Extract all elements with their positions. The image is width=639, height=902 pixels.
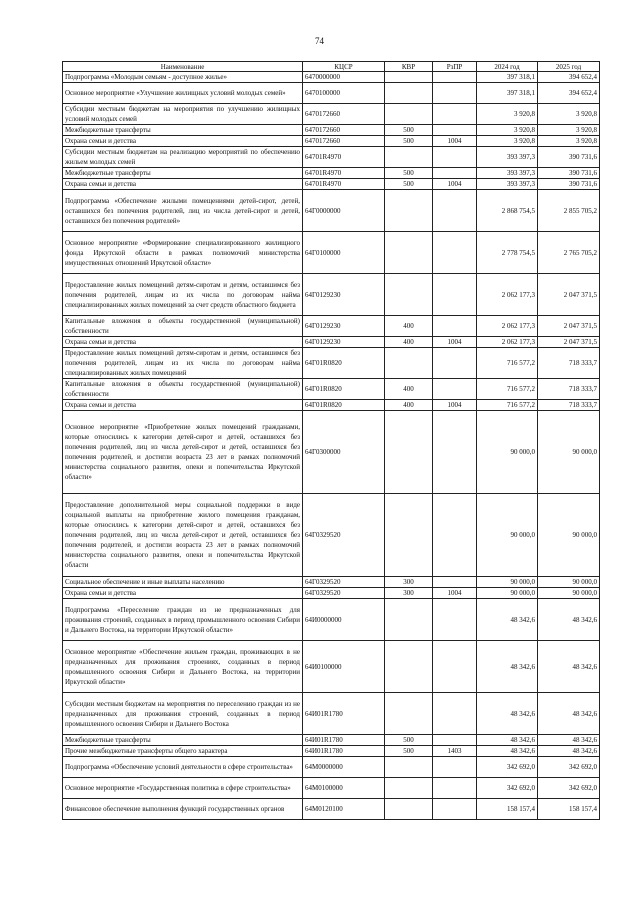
row-rzpr: [433, 778, 477, 799]
row-name: Субсидии местным бюджетам на мероприятия по переселению граждан из не предназначенных для проживания строений, созданных в период промышленного освоения Сибири и Дальнего Востока: [63, 693, 303, 735]
table-row: [63, 746, 600, 757]
row-rzpr: [433, 757, 477, 778]
header-row: [63, 62, 600, 72]
row-kvr: [385, 411, 433, 494]
table-row: [63, 400, 600, 411]
table-row: [63, 337, 600, 348]
row-value-2024: 90 000,0: [477, 411, 538, 494]
row-kcsr: 6470172660: [303, 136, 385, 147]
row-kvr: 400: [385, 400, 433, 411]
table-row: [63, 757, 600, 778]
row-value-2025: 48 342,6: [538, 641, 600, 693]
row-value-2025: 2 047 371,5: [538, 316, 600, 337]
row-kcsr: 64Г0129230: [303, 316, 385, 337]
row-rzpr: [433, 232, 477, 274]
row-value-2024: 393 397,3: [477, 179, 538, 190]
table-row: [63, 179, 600, 190]
header-rzpr: РзПР: [433, 62, 477, 72]
row-value-2024: 397 318,1: [477, 72, 538, 83]
row-kvr: [385, 274, 433, 316]
row-value-2024: 158 157,4: [477, 799, 538, 820]
table-row: [63, 799, 600, 820]
row-kcsr: 64Г0329520: [303, 588, 385, 599]
row-name: Субсидии местным бюджетам на мероприятия по улучшению жилищных условий молодых семей: [63, 104, 303, 125]
row-kcsr: 64М0000000: [303, 757, 385, 778]
header-2024: 2024 год: [477, 62, 538, 72]
table-row: [63, 72, 600, 83]
row-kvr: 400: [385, 337, 433, 348]
row-name: Социальное обеспечение и иные выплаты населению: [63, 577, 303, 588]
row-kvr: 500: [385, 735, 433, 746]
row-rzpr: [433, 125, 477, 136]
row-rzpr: [433, 316, 477, 337]
row-value-2025: 390 731,6: [538, 147, 600, 168]
row-kcsr: 64И01R1780: [303, 735, 385, 746]
table-row: [63, 348, 600, 379]
row-kvr: [385, 799, 433, 820]
table-row: [63, 125, 600, 136]
table-row: [63, 494, 600, 577]
row-kvr: 400: [385, 379, 433, 400]
row-rzpr: [433, 599, 477, 641]
row-rzpr: [433, 72, 477, 83]
row-kvr: 300: [385, 588, 433, 599]
row-value-2024: 48 342,6: [477, 746, 538, 757]
row-value-2024: 2 062 177,3: [477, 337, 538, 348]
row-rzpr: [433, 83, 477, 104]
table-row: [63, 232, 600, 274]
row-kvr: [385, 72, 433, 83]
row-kvr: [385, 232, 433, 274]
row-value-2025: 718 333,7: [538, 348, 600, 379]
header-kvr: КВР: [385, 62, 433, 72]
header-2025: 2025 год: [538, 62, 600, 72]
row-rzpr: [433, 147, 477, 168]
row-value-2024: 397 318,1: [477, 83, 538, 104]
row-rzpr: [433, 274, 477, 316]
table-row: [63, 104, 600, 125]
row-value-2025: 90 000,0: [538, 588, 600, 599]
table-row: [63, 147, 600, 168]
row-name: Охрана семьи и детства: [63, 179, 303, 190]
row-value-2025: 90 000,0: [538, 577, 600, 588]
row-name: Подпрограмма «Обеспечение жилыми помещениями детей-сирот, детей, оставшихся без попечения родителей, лиц из числа детей-сирот и детей, оставшихся без попечения родителей»: [63, 190, 303, 232]
row-value-2025: 390 731,6: [538, 168, 600, 179]
row-value-2025: 48 342,6: [538, 735, 600, 746]
row-value-2025: 90 000,0: [538, 494, 600, 577]
row-kvr: [385, 599, 433, 641]
row-name: Охрана семьи и детства: [63, 400, 303, 411]
table-row: [63, 693, 600, 735]
row-name: Предоставление жилых помещений детям-сиротам и детям, оставшимся без попечения родителей, лицам из их числа по договорам найма специализированных жилых помещений за счет средств областного бюджета: [63, 274, 303, 316]
row-value-2025: 2 047 371,5: [538, 274, 600, 316]
row-kcsr: 64Г0329520: [303, 494, 385, 577]
row-value-2024: 393 397,3: [477, 147, 538, 168]
row-kvr: [385, 494, 433, 577]
row-value-2024: 716 577,2: [477, 348, 538, 379]
table-row: [63, 316, 600, 337]
row-rzpr: [433, 641, 477, 693]
row-name: Субсидии местным бюджетам на реализацию мероприятий по обеспечению жильем молодых семей: [63, 147, 303, 168]
row-kvr: [385, 104, 433, 125]
row-name: Капитальные вложения в объекты государственной (муниципальной) собственности: [63, 316, 303, 337]
row-kvr: 500: [385, 168, 433, 179]
table-row: [63, 379, 600, 400]
budget-table: [62, 61, 600, 820]
row-rzpr: 1004: [433, 400, 477, 411]
row-kvr: [385, 147, 433, 168]
row-kcsr: 64Г0329520: [303, 577, 385, 588]
row-kcsr: 64М0120100: [303, 799, 385, 820]
row-kcsr: 64И01R1780: [303, 746, 385, 757]
row-value-2025: 342 692,0: [538, 778, 600, 799]
row-name: Основное мероприятие «Приобретение жилых помещений гражданами, которые относились к категории детей-сирот и детей, оставшихся без попечения родителей, лиц из числа детей-сирот и детей, оставшихся без попечения родителей, и достигли возраста 23 лет в рамках полномочий министерства социального развития, опеки и попечительства Иркутской области»: [63, 411, 303, 494]
row-value-2025: 394 652,4: [538, 72, 600, 83]
row-value-2025: 158 157,4: [538, 799, 600, 820]
row-name: Межбюджетные трансферты: [63, 735, 303, 746]
table-header: [63, 62, 600, 72]
row-name: Охрана семьи и детства: [63, 136, 303, 147]
row-name: Финансовое обеспечение выполнения функций государственных органов: [63, 799, 303, 820]
row-value-2025: 394 652,4: [538, 83, 600, 104]
row-kcsr: 6470172660: [303, 125, 385, 136]
row-value-2025: 2 765 705,2: [538, 232, 600, 274]
row-kcsr: 64М0100000: [303, 778, 385, 799]
row-value-2025: 48 342,6: [538, 693, 600, 735]
table-row: [63, 190, 600, 232]
row-rzpr: [433, 494, 477, 577]
row-value-2025: 390 731,6: [538, 179, 600, 190]
row-value-2024: 2 062 177,3: [477, 316, 538, 337]
row-kvr: 500: [385, 125, 433, 136]
row-kcsr: 6470100000: [303, 83, 385, 104]
row-kvr: [385, 778, 433, 799]
row-kcsr: 64Г0129230: [303, 337, 385, 348]
row-rzpr: 1403: [433, 746, 477, 757]
row-value-2024: 3 920,8: [477, 125, 538, 136]
row-kcsr: 64Г01R0820: [303, 348, 385, 379]
row-value-2024: 90 000,0: [477, 494, 538, 577]
row-kcsr: 64Г0129230: [303, 274, 385, 316]
row-value-2025: 2 047 371,5: [538, 337, 600, 348]
row-kcsr: 64Г0000000: [303, 190, 385, 232]
row-kcsr: 64Г01R0820: [303, 400, 385, 411]
row-name: Охрана семьи и детства: [63, 337, 303, 348]
row-value-2024: 2 778 754,5: [477, 232, 538, 274]
row-kvr: [385, 190, 433, 232]
row-name: Подпрограмма «Переселение граждан из не предназначенных для проживания строений, созданных в период промышленного освоения Сибири и Дальнего Востока, на территории Иркутской области»: [63, 599, 303, 641]
table-row: [63, 778, 600, 799]
row-rzpr: 1004: [433, 136, 477, 147]
row-kcsr: 6470172660: [303, 104, 385, 125]
row-rzpr: 1004: [433, 588, 477, 599]
row-kvr: [385, 83, 433, 104]
row-name: Основное мероприятие «Формирование специализированного жилищного фонда Иркутской области в рамках полномочий министерства имущественных отношений Иркутской области»: [63, 232, 303, 274]
row-kvr: 300: [385, 577, 433, 588]
table-row: [63, 577, 600, 588]
row-value-2024: 716 577,2: [477, 400, 538, 411]
row-value-2025: 342 692,0: [538, 757, 600, 778]
row-rzpr: [433, 190, 477, 232]
row-kcsr: 64И0000000: [303, 599, 385, 641]
row-rzpr: 1004: [433, 337, 477, 348]
table-row: [63, 83, 600, 104]
row-name: Охрана семьи и детства: [63, 588, 303, 599]
row-value-2024: 48 342,6: [477, 599, 538, 641]
row-value-2024: 48 342,6: [477, 693, 538, 735]
table-body: [63, 72, 600, 820]
table-row: [63, 735, 600, 746]
row-kcsr: 64701R4970: [303, 168, 385, 179]
table-row: [63, 136, 600, 147]
row-kcsr: 64И0100000: [303, 641, 385, 693]
row-name: Капитальные вложения в объекты государственной (муниципальной) собственности: [63, 379, 303, 400]
row-value-2024: 2 868 754,5: [477, 190, 538, 232]
row-name: Предоставление жилых помещений детям-сиротам и детям, оставшимся без попечения родителей, лицам из их числа по договорам найма специализированных жилых помещений: [63, 348, 303, 379]
row-kvr: 400: [385, 316, 433, 337]
row-name: Основное мероприятие «Обеспечение жильем граждан, проживающих в не предназначенных для проживания строениях, созданных в период промышленного освоения Сибири и Дальнего Востока, на территории Иркутской области»: [63, 641, 303, 693]
row-kvr: [385, 693, 433, 735]
row-rzpr: [433, 799, 477, 820]
row-rzpr: [433, 411, 477, 494]
row-kvr: [385, 348, 433, 379]
row-value-2024: 342 692,0: [477, 778, 538, 799]
row-value-2025: 48 342,6: [538, 599, 600, 641]
row-value-2025: 718 333,7: [538, 379, 600, 400]
row-value-2025: 2 855 705,2: [538, 190, 600, 232]
table-row: [63, 599, 600, 641]
row-value-2025: 3 920,8: [538, 104, 600, 125]
table-row: [63, 274, 600, 316]
row-rzpr: 1004: [433, 179, 477, 190]
row-rzpr: [433, 348, 477, 379]
row-value-2025: 3 920,8: [538, 136, 600, 147]
row-name: Межбюджетные трансферты: [63, 168, 303, 179]
row-name: Основное мероприятие «Улучшение жилищных условий молодых семей»: [63, 83, 303, 104]
table-row: [63, 641, 600, 693]
row-value-2025: 90 000,0: [538, 411, 600, 494]
header-name: Наименование: [63, 62, 303, 72]
row-name: Прочие межбюджетные трансферты общего характера: [63, 746, 303, 757]
row-rzpr: [433, 379, 477, 400]
row-value-2024: 2 062 177,3: [477, 274, 538, 316]
row-kcsr: 6470000000: [303, 72, 385, 83]
row-value-2024: 48 342,6: [477, 641, 538, 693]
row-value-2024: 716 577,2: [477, 379, 538, 400]
row-kvr: [385, 757, 433, 778]
row-kcsr: 64701R4970: [303, 179, 385, 190]
row-value-2025: 48 342,6: [538, 746, 600, 757]
row-value-2024: 90 000,0: [477, 588, 538, 599]
page-number: 74: [315, 36, 324, 46]
row-value-2024: 3 920,8: [477, 104, 538, 125]
row-kcsr: 64Г0300000: [303, 411, 385, 494]
row-kcsr: 64И01R1780: [303, 693, 385, 735]
row-value-2025: 718 333,7: [538, 400, 600, 411]
row-name: Подпрограмма «Обеспечение условий деятельности в сфере строительства»: [63, 757, 303, 778]
row-kcsr: 64Г01R0820: [303, 379, 385, 400]
row-name: Основное мероприятие «Государственная политика в сфере строительства»: [63, 778, 303, 799]
row-rzpr: [433, 104, 477, 125]
row-kvr: [385, 641, 433, 693]
row-name: Межбюджетные трансферты: [63, 125, 303, 136]
row-rzpr: [433, 168, 477, 179]
row-kcsr: 64Г0100000: [303, 232, 385, 274]
table-row: [63, 588, 600, 599]
row-kvr: 500: [385, 746, 433, 757]
row-value-2025: 3 920,8: [538, 125, 600, 136]
row-rzpr: [433, 577, 477, 588]
table-row: [63, 168, 600, 179]
table-row: [63, 411, 600, 494]
row-rzpr: [433, 693, 477, 735]
row-kvr: 500: [385, 179, 433, 190]
row-name: Подпрограмма «Молодым семьям - доступное жилье»: [63, 72, 303, 83]
row-rzpr: [433, 735, 477, 746]
row-value-2024: 48 342,6: [477, 735, 538, 746]
row-value-2024: 3 920,8: [477, 136, 538, 147]
row-kcsr: 64701R4970: [303, 147, 385, 168]
row-name: Предоставление дополнительной меры социальной поддержки в виде социальной выплаты на приобретение жилого помещения гражданам, которые относились к категории детей-сирот и детей, оставшихся без попечения родителей, лиц из числа детей-сирот и детей, оставшихся без попечения родителей, и достигли возраста 23 лет в рамках полномочий министерства социального развития, опеки и попечительства Иркутской области: [63, 494, 303, 577]
row-value-2024: 90 000,0: [477, 577, 538, 588]
row-value-2024: 342 692,0: [477, 757, 538, 778]
header-kcsr: КЦСР: [303, 62, 385, 72]
row-value-2024: 393 397,3: [477, 168, 538, 179]
row-kvr: 500: [385, 136, 433, 147]
